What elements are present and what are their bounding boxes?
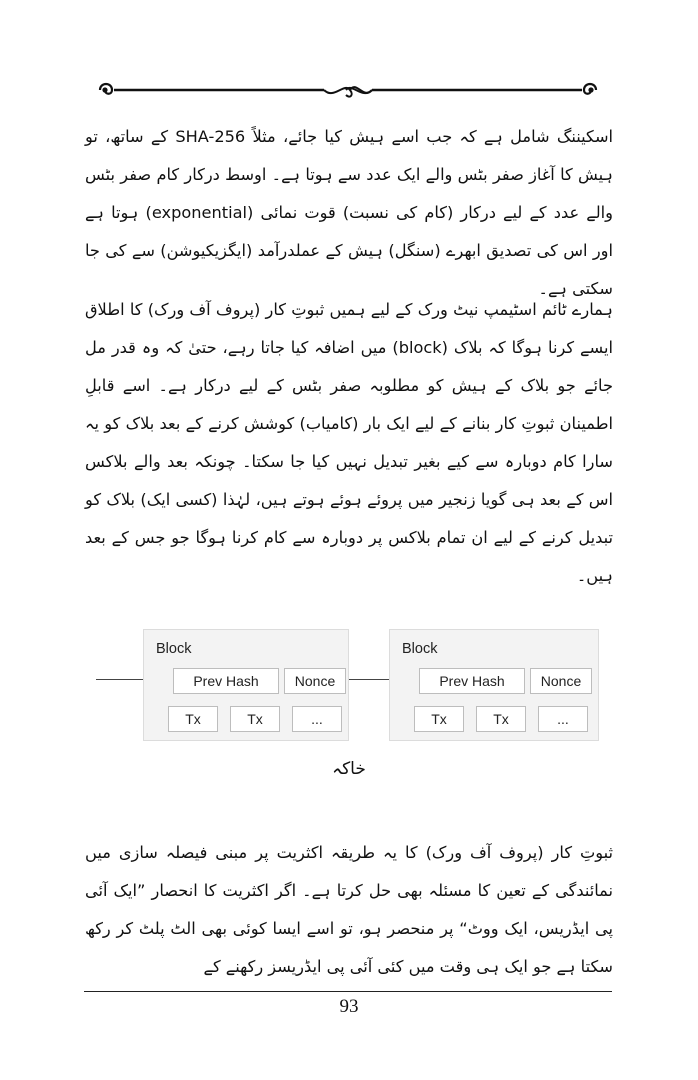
header-ornament [92, 76, 604, 106]
block-title: Block [156, 641, 192, 657]
tx-cell: Tx [414, 706, 464, 732]
tx-cell: Tx [230, 706, 280, 732]
left-scroll-icon [100, 84, 112, 94]
tx-ellipsis-cell: ... [292, 706, 342, 732]
right-scroll-icon [584, 84, 596, 94]
center-flourish-icon [324, 87, 372, 97]
body-paragraph: اسکیننگ شامل ہے کہ جب اسے ہیش کیا جائے، مثلاً SHA-256 کے ساتھ، تو ہیش کا آغاز صفر بٹس والے ایک عدد سے ہوتا ہے۔ اوسط درکار کام صفر بٹس والے عدد کے لیے درکار (کام کی نسبت) قوت نمائی (exponential) ہوتا ہے اور اس کی تصدیق ابھرے (سنگل) ہیش کے عملدرآمد (ایگزیکیوشن) سے کی جا سکتی ہے۔ [85, 127, 614, 298]
prev-hash-cell: Prev Hash [419, 668, 525, 694]
nonce-cell: Nonce [530, 668, 592, 694]
nonce-cell: Nonce [284, 668, 346, 694]
body-paragraph: ثبوتِ کار (پروف آف ورک) کا یہ طریقہ اکثریت پر مبنی فیصلہ سازی میں نمائندگی کے تعین کا مسئلہ بھی حل کرتا ہے۔ اگر اکثریت کا انحصار ”ایک آئی پی ایڈریس، ایک ووٹ“ پر منحصر ہو، تو اسے ایسا کوئی بھی الٹ پلٹ کر رکھ سکتا ہے جو ایک ہی وقت میں کئی آئی پی ایڈریسز رکھنے کے [85, 843, 613, 976]
page-number: 93 [339, 996, 359, 1017]
prev-hash-cell: Prev Hash [173, 668, 279, 694]
footer-rule [84, 991, 612, 992]
block-box [143, 629, 349, 741]
tx-ellipsis-cell: ... [538, 706, 588, 732]
tx-cell: Tx [476, 706, 526, 732]
block-box [389, 629, 599, 741]
figure-caption: خاکہ [332, 759, 366, 779]
block-title: Block [402, 641, 438, 657]
tx-cell: Tx [168, 706, 218, 732]
body-paragraph: ہمارے ٹائم اسٹیمپ نیٹ ورک کے لیے ہمیں ثبوتِ کار (پروف آف ورک) کا اطلاق ایسے کرنا ہوگا کہ بلاک (block) میں اضافہ کیا جاتا رہے، حتیٰ کہ وہ قدر مل جائے جو بلاک کے ہیش کو مطلوبہ صفر بٹس کے لیے درکار ہے۔ اسے قابلِ اطمینان ثبوتِ کار بنانے کے لیے ایک بار (کامیاب) کوشش کرنے کے بعد بلاک کو یہ سارا کام دوبارہ سے کیے بغیر تبدیل نہیں کیا جا سکتا۔ چونکہ بعد والے بلاکس اس کے بعد ہی گویا زنجیر میں پروئے ہوئے ہوتے ہیں، لہٰذا (کسی ایک) بلاک کو تبدیل کرنے کے لیے ان تمام بلاکس پر دوبارہ سے کام کرنا ہوگا جو جس کے بعد ہیں۔ [85, 300, 613, 585]
blockchain-diagram [90, 626, 602, 744]
